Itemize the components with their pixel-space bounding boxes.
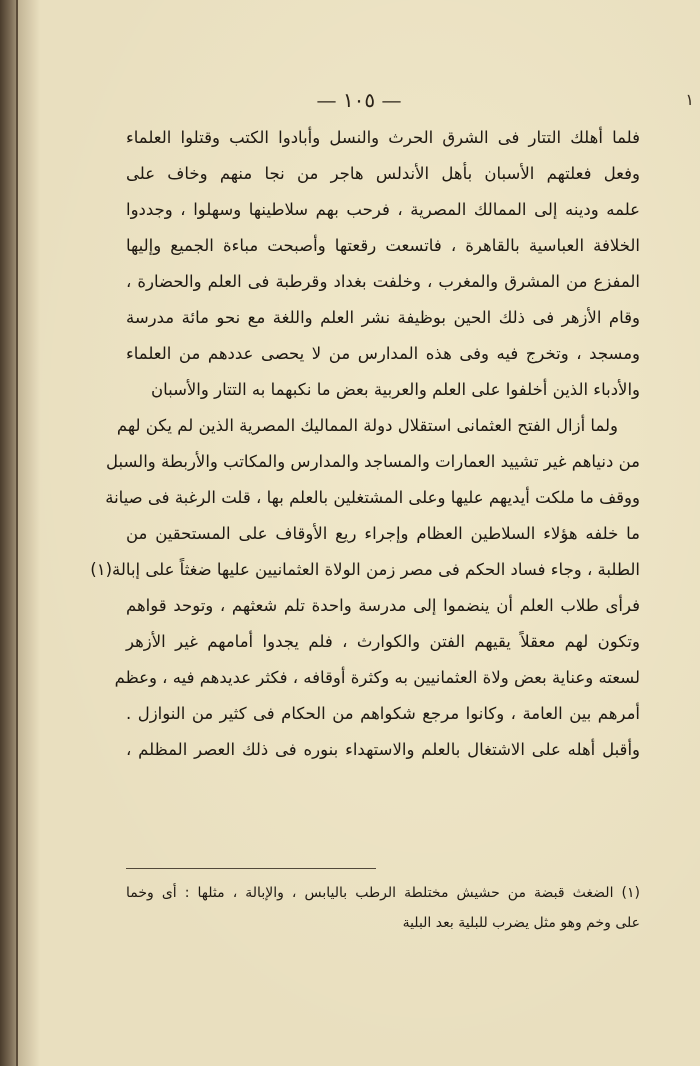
footnote-line: على وخم وهو مثل يضرب للبلية بعد البلية <box>402 915 640 931</box>
body-line: وقام الأزهر فى ذلك الحين بوظيفة نشر العلم واللغة مع نحو مائة مدرسة <box>126 308 640 327</box>
body-line: أمرهم بين العامة ، وكانوا مرجع شكواهم من الحكام فى كثير من النوازل . <box>126 704 640 723</box>
page-number: — ١٠٥ — <box>316 88 402 112</box>
footnote-rule <box>126 868 376 869</box>
body-line: ما خلفه هؤلاء السلاطين العظام وإجراء ريع الأوقاف على المستحقين من <box>126 524 640 543</box>
body-line: فلما أهلك التتار فى الشرق الحرث والنسل وأبادوا الكتب وقتلوا العلماء <box>126 128 640 147</box>
footnote <box>126 878 640 938</box>
footnote-line: (١) الضغث قبضة من حشيش مختلطة الرطب باليابس ، والإبالة ، مثلها : أى وخما <box>126 885 640 901</box>
body-line: فرأى طلاب العلم أن ينضموا إلى مدرسة واحدة تلم شعثهم ، وتوحد قواهم <box>126 596 640 615</box>
body-text <box>90 120 640 768</box>
body-line: وأقبل أهله على الاشتغال بالعلم والاستهداء بنوره فى ذلك العصر المظلم ، <box>126 740 640 759</box>
body-line: المفزع من المشرق والمغرب ، وخلفت بغداد وقرطبة فى العلم والحضارة ، <box>126 272 640 291</box>
body-line: ولما أزال الفتح العثمانى استقلال دولة المماليك المصرية الذين لم يكن لهم <box>116 416 618 435</box>
page-sheet <box>16 0 700 1066</box>
margin-mark: ١ <box>685 90 694 109</box>
body-line: علمه ودينه إلى الممالك المصرية ، فرحب بهم سلاطينها وسهلوا ، وجددوا <box>126 200 640 219</box>
body-line: الخلافة العباسية بالقاهرة ، فاتسعت رقعتها وأصبحت مباءة الجميع وإليها <box>126 236 640 255</box>
body-line: وتكون لهم معقلاً يقيهم الفتن والكوارث ، فلم يجدوا أمامهم غير الأزهر <box>126 632 640 651</box>
body-line: لسعته وعناية بعض ولاة العثمانيين به وكثرة أوقافه ، فكثر عديدهم فيه ، وعظم <box>114 668 640 687</box>
body-line: والأدباء الذين أخلفوا على العلم والعربية بعض ما نكبهما به التتار والأسبان <box>150 380 640 399</box>
body-line: ووقف ما ملكت أيديهم عليها وعلى المشتغلين بالعلم بها ، قلت الرغبة فى صيانة <box>105 488 640 507</box>
body-line: الطلبة ، وجاء فساد الحكم فى مصر زمن الولاة العثمانيين عليها ضغثاً على إبالة(١) <box>90 560 640 579</box>
body-line: ومسجد ، وتخرج فيه وفى هذه المدارس من لا يحصى عددهم من العلماء <box>126 344 640 363</box>
body-line: من دنياهم غير تشييد العمارات والمساجد والمدارس والمكاتب والأربطة والسبل <box>105 452 640 471</box>
body-line: وفعل فعلتهم الأسبان بأهل الأندلس هاجر من نجا منهم وخاف على <box>126 164 640 183</box>
